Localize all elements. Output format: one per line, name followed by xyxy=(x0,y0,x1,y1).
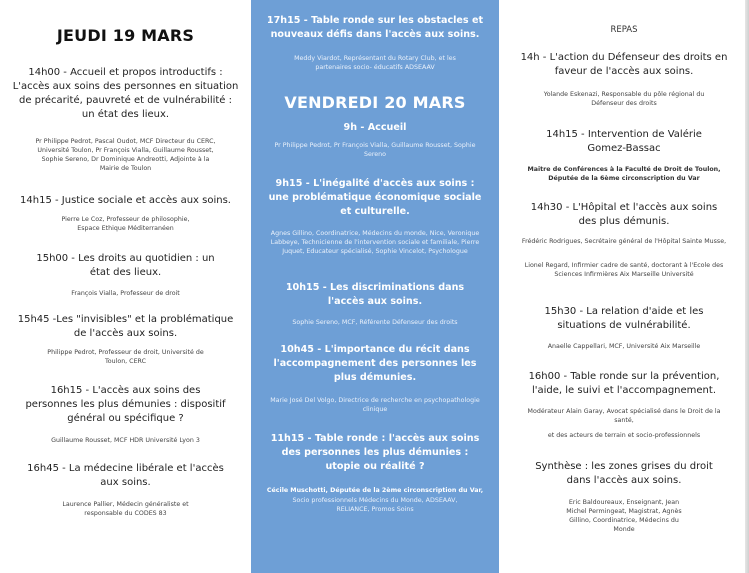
session-speakers: Sophie Sereno, MCF, Référente Défenseur des droits xyxy=(292,319,458,326)
session-title: 14h - L'action du Défenseur des droits en faveur de l'accès aux soins. xyxy=(520,52,728,77)
session-speakers: Agnes Gillino, Coordinatrice, Médecins du monde, Nice, Veronique Labbeye, Technicienne de l'intervention sociale et familiale, Pierre Juquet, Educateur spécialisé, Sophie Vincelot, Psychologue xyxy=(270,230,480,255)
repas-label: REPAS xyxy=(610,25,638,35)
session-speakers: Pierre Le Coz, Professeur de philosophie, Espace Ethique Méditerranéen xyxy=(61,216,190,232)
session-title: 16h45 - La médecine libérale et l'accès aux soins. xyxy=(27,463,224,488)
session-speakers-bold: Maitre de Conférences à la Faculté de Droit de Toulon, Députée de la 6ème circonscription du Var xyxy=(527,166,721,182)
session-title: 15h30 - La relation d'aide et les situations de vulnérabilité. xyxy=(544,306,704,331)
session-title: 15h00 - Les droits au quotidien : un état des lieux. xyxy=(36,253,215,278)
session-speakers: Guillaume Rousset, MCF HDR Université Lyon 3 xyxy=(51,437,200,444)
session-speakers: et des acteurs de terrain et socio-professionnels xyxy=(547,432,701,439)
session-speakers: Frédéric Rodrigues, Secrétaire général de l'Hôpital Sainte Musse, xyxy=(521,238,727,245)
session-speakers: Philippe Pedrot, Professeur de droit, Université de Toulon, CERC xyxy=(47,349,204,365)
session-title: 9h15 - L'inégalité d'accès aux soins : une problématique économique sociale et culturelle. xyxy=(268,178,482,217)
session-speakers: Yolande Eskenazi, Responsable du pôle régional du Défenseur des droits xyxy=(543,91,705,107)
session-speakers: Meddy Viardot, Représentant du Rotary Club, et les partenaires socio- éducatifs ADSEAAV xyxy=(294,55,456,71)
page-edge xyxy=(745,0,749,573)
session-speakers: Anaelle Cappellari, MCF, Université Aix Marseille xyxy=(547,343,701,350)
session-title: 14h15 - Justice sociale et accès aux soins. xyxy=(20,195,231,206)
thursday-title: JEUDI 19 MARS xyxy=(56,26,195,45)
session-title: Synthèse : les zones grises du droit dans l'accès aux soins. xyxy=(535,461,713,486)
session-speakers: Eric Baldoureaux, Enseignant, Jean Michel Permingeat, Magistrat, Agnès Gillino, Coordinatrice, Médecins du Monde xyxy=(566,499,682,533)
session-speakers: Socio professionnels Médecins du Monde, ADSEAAV, RELIANCE, Promos Soins xyxy=(292,497,458,513)
thursday-column xyxy=(0,0,251,573)
session-speakers: Pr Philippe Pedrot, Pascal Oudot, MCF Directeur du CERC, Université Toulon, Pr François Vialla, Guillaume Rousset, Sophie Sereno, Dr Dominique Andreotti, Adjointe à la Mairie de Toulon xyxy=(35,138,216,172)
session-speakers: François Vialla, Professeur de droit xyxy=(71,290,180,297)
friday-afternoon-column xyxy=(499,0,749,573)
session-speakers: Marie José Del Volgo, Directrice de recherche en psychopathologie clinique xyxy=(270,397,480,413)
friday-column xyxy=(251,0,499,573)
session-title: 14h15 - Intervention de Valérie Gomez-Bassac xyxy=(546,129,702,154)
session-speakers-bold: Cécile Muschotti, Députée de la 2ème circonscription du Var, xyxy=(266,487,484,494)
session-title: 15h45 -Les "invisibles" et la problématique de l'accès aux soins. xyxy=(17,314,234,339)
session-title: 17h15 - Table ronde sur les obstacles et nouveaux défis dans l'accès aux soins. xyxy=(266,15,484,40)
session-speakers: Pr Philippe Pedrot, Pr François Vialla, Guillaume Rousset, Sophie Sereno xyxy=(274,142,476,158)
session-title: 11h15 - Table ronde : l'accès aux soins des personnes les plus démunies : utopie ou réalité ? xyxy=(270,433,480,472)
session-title: 10h45 - L'importance du récit dans l'accompagnement des personnes les plus démunies. xyxy=(273,344,477,383)
session-title: 14h00 - Accueil et propos introductifs : L'accès aux soins des personnes en situation de précarité, pauvreté et de vulnérabilité : un état des lieux. xyxy=(12,67,239,120)
session-title: 16h15 - L'accès aux soins des personnes les plus démunies : dispositif général ou spécifique ? xyxy=(25,385,226,424)
session-title: 14h30 - L'Hôpital et l'accès aux soins des plus démunis. xyxy=(530,202,718,227)
session-title: 16h00 - Table ronde sur la prévention, l'aide, le suivi et l'accompagnement. xyxy=(528,371,720,396)
session-title: 9h - Accueil xyxy=(343,122,407,133)
session-speakers: Lionel Regard, Infirmier cadre de santé, doctorant à l'Ecole des Sciences Infirmières Aix Marseille Université xyxy=(524,262,724,278)
friday-title: VENDREDI 20 MARS xyxy=(284,93,466,112)
session-speakers: Modérateur Alain Garay, Avocat spécialisé dans le Droit de la santé, xyxy=(527,408,721,424)
session-title: 10h15 - Les discriminations dans l'accès aux soins. xyxy=(285,282,465,307)
session-speakers: Laurence Pallier, Médecin généraliste et responsable du CODES 83 xyxy=(62,501,189,517)
